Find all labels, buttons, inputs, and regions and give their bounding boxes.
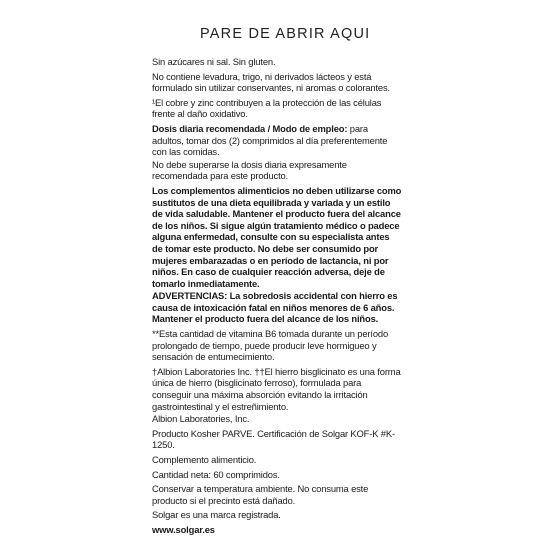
product-label <box>152 26 402 539</box>
label-paragraph: No contiene levadura, trigo, ni derivados lácteos y está formulado sin utilizar conservantes, ni aromas o colorantes. <box>152 70 390 94</box>
dosage-paragraph <box>152 123 402 158</box>
label-paragraph: Sin azúcares ni sal. Sin gluten. <box>152 56 276 67</box>
label-paragraph: Complemento alimenticio. <box>152 454 257 465</box>
label-paragraph: Conservar a temperatura ambiente. No consuma este producto si el precinto está dañado. <box>152 483 369 506</box>
label-paragraph: Producto Kosher PARVE. Certificación de Solgar KOF-K #K-1250. <box>152 427 395 451</box>
dosage-text: para adultos, tomar dos (2) comprimidos al día preferentemente con las comidas. <box>152 122 388 158</box>
label-paragraph: †Albion Laboratories Inc. ††El hierro bisglicinato es una forma única de hierro (bisglicinato ferroso), formulada para conseguir una máxima absorción evitando la irritación gastrointestinal y el estreñimiento. <box>152 365 401 412</box>
label-paragraph: No debe superarse la dosis diaria expresamente recomendada para este producto. <box>152 158 347 182</box>
website-link[interactable]: www.solgar.es <box>152 523 215 535</box>
dosage-heading: Dosis diaria recomendada / Modo de empleo: <box>152 122 348 134</box>
label-paragraph: ¹El cobre y zinc contribuyen a la protección de las células frente al daño oxidativo. <box>152 96 382 120</box>
label-body <box>152 56 402 536</box>
label-paragraph: Albion Laboratories, Inc. <box>152 413 250 425</box>
iron-warning: ADVERTENCIAS: La sobredosis accidental con hierro es causa de intoxicación fatal en niños menores de 6 años. Mantener el producto fuera del alcance de los niños. <box>152 290 398 325</box>
label-paragraph: Cantidad neta: 60 comprimidos. <box>152 468 280 480</box>
label-paragraph: Solgar es una marca registrada. <box>152 509 281 521</box>
supplement-warning: Los complementos alimenticios no deben utilizarse como sustitutos de una dieta equilibrada y variada y un estilo de vida saludable. Mantener el producto fuera del alcance de los niños. Si sigue algún tratamiento médico o padece alguna enfermedad, consulte con su especialista antes de tomar este producto. No debe ser consumido por mujeres embarazadas o en período de lactancia, ni por niños. En caso de cualquier reacción adversa, deje de tomarlo inmediatamente. <box>152 184 402 289</box>
label-paragraph: **Esta cantidad de vitamina B6 tomada durante un período prolongado de tiempo, puede producir leve hormigueo y sensación de entumecimiento. <box>152 328 389 363</box>
label-heading: PARE DE ABRIR AQUI <box>200 26 371 42</box>
